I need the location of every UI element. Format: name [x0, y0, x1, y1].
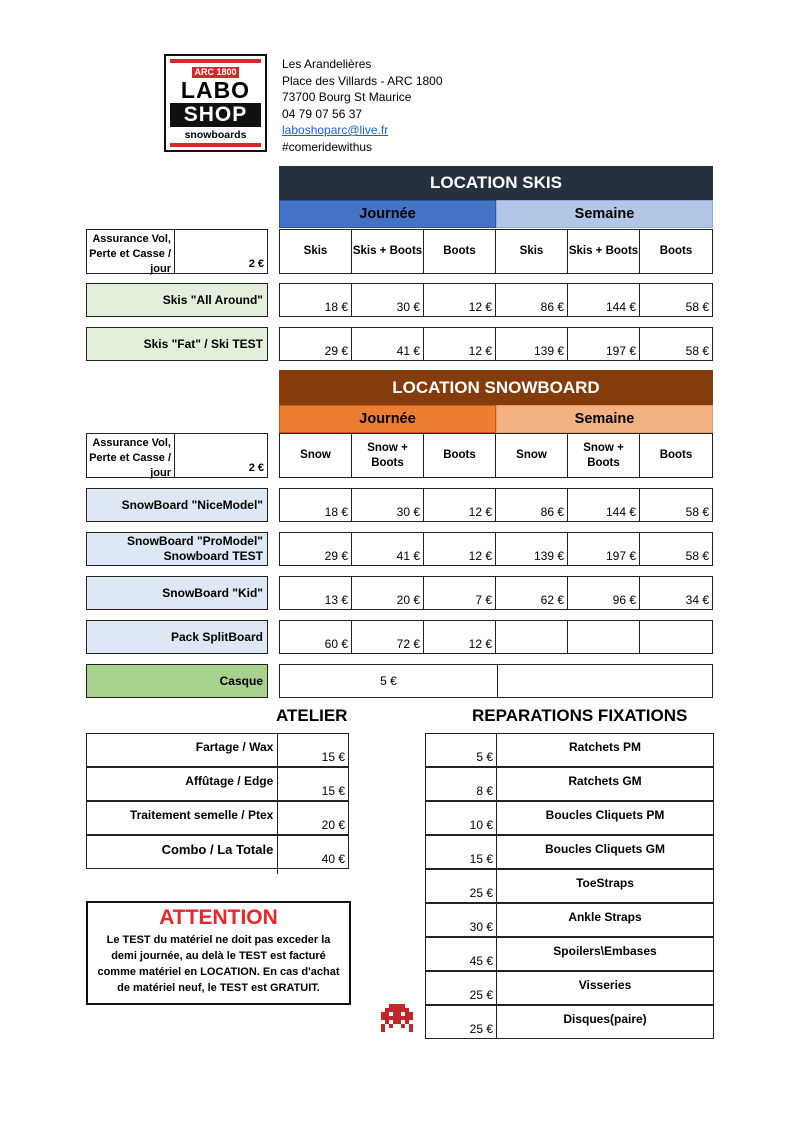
atelier-label: Traitement semelle / Ptex — [87, 802, 278, 840]
price-cell: 197 € — [568, 533, 640, 565]
price-cell: 197 € — [568, 328, 640, 360]
price-cell: 30 € — [352, 284, 424, 316]
atelier-row — [86, 767, 349, 801]
price-cell: 20 € — [352, 577, 424, 609]
atelier-row — [86, 801, 349, 835]
logo-snowboards-text: snowboards — [184, 129, 247, 141]
price-cell: 18 € — [280, 284, 352, 316]
reparation-price: 8 € — [426, 768, 497, 800]
atelier-price: 15 € — [321, 750, 345, 764]
attention-line: Le TEST du matériel ne doit pas exceder la — [106, 934, 331, 946]
price-cell — [568, 621, 640, 653]
atelier-row — [86, 733, 349, 767]
casque-row — [279, 664, 713, 698]
snowboard-row-prices — [279, 620, 713, 654]
snowboard-title-text: LOCATION SNOWBOARD — [392, 377, 600, 397]
snowboard-row-label-text: Pack SplitBoard — [170, 629, 263, 644]
snowboard-row-prices — [279, 576, 713, 610]
price-cell: 12 € — [424, 328, 496, 360]
snowboard-insurance-price: 2 € — [248, 462, 264, 474]
address-line2: Place des Villards - ARC 1800 — [282, 73, 443, 88]
attention-title: ATTENTION — [159, 906, 278, 929]
ski-column-headers — [279, 229, 713, 274]
price-cell: 86 € — [496, 284, 568, 316]
ski-insurance-box — [86, 229, 268, 274]
price-cell: 13 € — [280, 577, 352, 609]
snowboard-row-label — [86, 576, 268, 610]
price-cell: 144 € — [568, 284, 640, 316]
snowboard-col-header: Boots — [424, 434, 496, 477]
attention-line: comme matériel en LOCATION. En cas d'achat — [97, 966, 340, 978]
atelier-row — [86, 835, 349, 869]
reparation-price: 45 € — [426, 938, 497, 970]
price-cell: 96 € — [568, 577, 640, 609]
ski-col-header: Skis + Boots — [568, 230, 640, 273]
logo-shop-text: SHOP — [170, 103, 261, 127]
address-line3: 73700 Bourg St Maurice — [282, 90, 412, 104]
price-cell: 58 € — [685, 300, 709, 314]
reparation-row — [425, 733, 714, 767]
attention-text — [88, 932, 349, 996]
price-cell: 86 € — [496, 489, 568, 521]
reparation-row — [425, 1005, 714, 1039]
ski-row-prices — [279, 327, 713, 361]
reparation-row — [425, 767, 714, 801]
atelier-price: 20 € — [321, 818, 345, 832]
hashtag: #comeridewithus — [282, 139, 373, 154]
snowboard-row-label-text: SnowBoard "ProModel" Snowboard TEST — [126, 534, 263, 563]
reparation-price: 25 € — [426, 972, 497, 1004]
reparation-row — [425, 835, 714, 869]
price-cell: 29 € — [280, 328, 352, 360]
ski-col-header: Skis + Boots — [352, 230, 424, 273]
price-cell: 72 € — [352, 621, 424, 653]
ski-row-label — [86, 283, 268, 317]
logo-labo-text: LABO — [180, 77, 251, 103]
reparation-row — [425, 801, 714, 835]
reparation-label: Ratchets PM — [568, 740, 642, 754]
ski-row-label-text: Skis "Fat" / Ski TEST — [143, 336, 263, 351]
ski-week-label: Semaine — [574, 206, 635, 222]
shop-address — [282, 56, 502, 155]
reparation-label: Boucles Cliquets GM — [544, 842, 666, 856]
snowboard-day-header — [279, 405, 496, 433]
snowboard-col-header: Snow — [280, 434, 352, 477]
snowboard-col-header: Snow — [496, 434, 568, 477]
ski-col-header: Boots — [424, 230, 496, 273]
space-invader-icon — [381, 1004, 413, 1032]
casque-label — [86, 664, 268, 698]
snowboard-row-label — [86, 620, 268, 654]
ski-week-header — [496, 200, 713, 228]
snowboard-row-label-text: SnowBoard "Kid" — [162, 585, 263, 600]
address-line1: Les Arandelières — [282, 57, 372, 71]
reparation-label: ToeStraps — [576, 876, 634, 890]
reparation-price: 25 € — [426, 870, 497, 902]
ski-col-header: Skis — [496, 230, 568, 273]
snowboard-insurance-box — [86, 433, 268, 478]
ski-insurance-label: Assurance Vol, Perte et Casse / jour — [87, 230, 175, 273]
snowboard-week-label: Semaine — [574, 411, 635, 427]
price-cell: 12 € — [424, 489, 496, 521]
snowboard-row-label-text: SnowBoard "NiceModel" — [121, 497, 263, 512]
attention-box — [86, 901, 351, 1005]
snowboard-row-prices — [279, 532, 713, 566]
reparation-row — [425, 903, 714, 937]
ski-section-title — [279, 166, 713, 200]
snowboard-row-label — [86, 488, 268, 522]
ski-row-label — [86, 327, 268, 361]
snowboard-row-label — [86, 532, 268, 566]
price-cell: 7 € — [424, 577, 496, 609]
snowboard-col-header: Boots — [659, 449, 693, 461]
price-cell: 29 € — [280, 533, 352, 565]
price-cell: 58 € — [685, 344, 709, 358]
snowboard-section-title — [279, 370, 713, 405]
attention-line: demi journée, au delà le TEST est facturé — [111, 950, 326, 962]
atelier-label: Combo / La Totale — [87, 836, 278, 874]
price-cell: 41 € — [352, 533, 424, 565]
reparation-price: 25 € — [426, 1006, 497, 1038]
ski-day-header — [279, 200, 496, 228]
price-cell: 139 € — [496, 533, 568, 565]
reparation-row — [425, 971, 714, 1005]
casque-label-text: Casque — [219, 673, 263, 688]
email-link[interactable]: laboshoparc@live.fr — [282, 123, 389, 137]
attention-line: de matériel neuf, le TEST est GRATUIT. — [117, 982, 320, 994]
price-cell: 58 € — [685, 505, 709, 519]
reparations-title: REPARATIONS FIXATIONS — [472, 706, 688, 725]
ski-title-text: LOCATION SKIS — [430, 173, 562, 192]
ski-row-label-text: Skis "All Around" — [162, 292, 263, 307]
atelier-price: 40 € — [321, 852, 345, 866]
atelier-label: Affûtage / Edge — [87, 768, 278, 806]
price-cell — [496, 621, 568, 653]
price-cell: 12 € — [424, 621, 496, 653]
ski-col-header: Skis — [280, 230, 352, 273]
price-cell: 139 € — [496, 328, 568, 360]
atelier-label: Fartage / Wax — [87, 734, 278, 772]
snowboard-row-prices — [279, 488, 713, 522]
reparation-label: Ankle Straps — [568, 910, 642, 924]
reparation-price: 10 € — [426, 802, 497, 834]
price-cell: 62 € — [496, 577, 568, 609]
price-cell: 12 € — [424, 284, 496, 316]
snowboard-col-header: Snow + Boots — [568, 434, 640, 477]
reparation-price: 5 € — [426, 734, 497, 766]
price-cell: 144 € — [568, 489, 640, 521]
snowboard-insurance-label: Assurance Vol, Perte et Casse / jour — [87, 434, 175, 477]
price-cell: 60 € — [280, 621, 352, 653]
price-cell — [640, 621, 712, 653]
price-cell: 41 € — [352, 328, 424, 360]
reparation-label: Disques(paire) — [563, 1012, 647, 1026]
ski-col-header: Boots — [659, 245, 693, 257]
price-cell: 34 € — [685, 593, 709, 607]
reparation-label: Visseries — [578, 978, 632, 992]
snowboard-day-label: Journée — [359, 411, 416, 427]
shop-logo — [164, 54, 267, 152]
reparation-row — [425, 869, 714, 903]
atelier-price: 15 € — [321, 784, 345, 798]
reparation-label: Spoilers\Embases — [553, 944, 657, 958]
snowboard-column-headers — [279, 433, 713, 478]
casque-price: 5 € — [280, 665, 498, 697]
casque-empty-cell — [498, 665, 712, 697]
atelier-title: ATELIER — [276, 706, 348, 725]
price-cell: 30 € — [352, 489, 424, 521]
ski-row-prices — [279, 283, 713, 317]
ski-day-label: Journée — [359, 206, 416, 222]
reparation-price: 15 € — [426, 836, 497, 868]
reparation-label: Boucles Cliquets PM — [545, 808, 665, 822]
phone-number: 04 79 07 56 37 — [282, 106, 363, 121]
price-cell: 18 € — [280, 489, 352, 521]
logo-arc-text: ARC 1800 — [194, 66, 237, 77]
reparation-price: 30 € — [426, 904, 497, 936]
reparation-label: Ratchets GM — [568, 774, 642, 788]
reparation-row — [425, 937, 714, 971]
price-cell: 12 € — [424, 533, 496, 565]
price-cell: 58 € — [685, 549, 709, 563]
snowboard-week-header — [496, 405, 713, 433]
ski-insurance-price: 2 € — [248, 258, 264, 270]
snowboard-col-header: Snow + Boots — [352, 434, 424, 477]
